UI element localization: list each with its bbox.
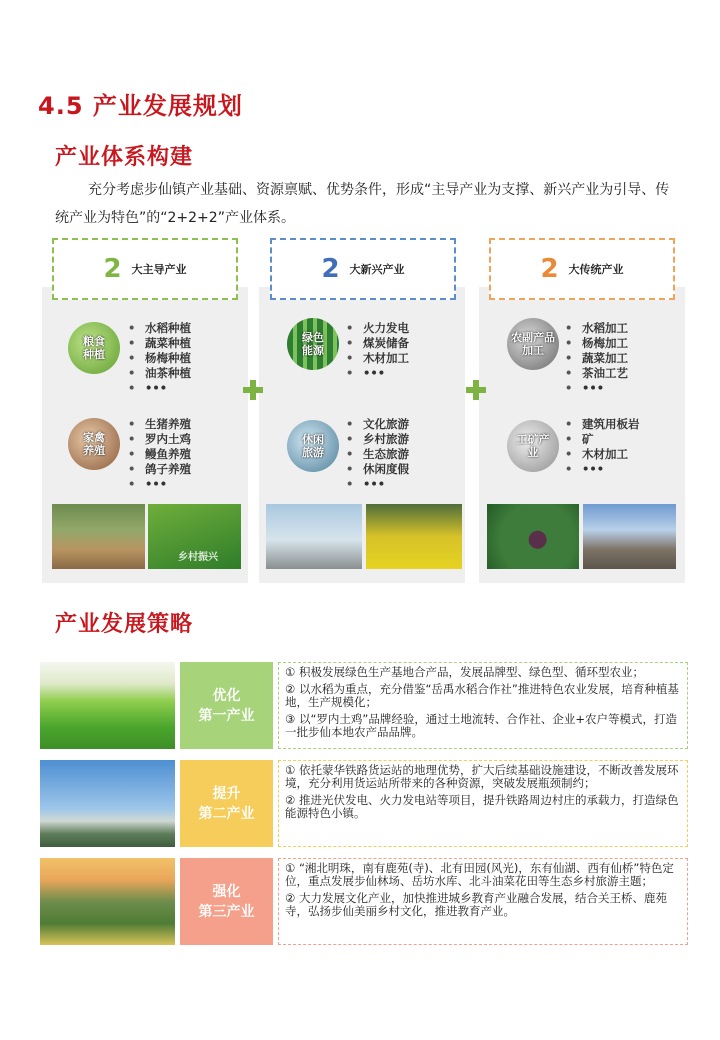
emerging-industry-header xyxy=(270,238,456,300)
scenic-thumbnail xyxy=(40,858,175,945)
traditional-list-2 xyxy=(565,417,640,477)
primary-industry-label xyxy=(180,662,273,749)
bamboo-icon xyxy=(287,318,339,370)
traditional-label: 大传统产业 xyxy=(568,263,624,276)
strategy-verb: 提升 xyxy=(212,785,241,802)
quarry-photo xyxy=(583,504,676,569)
grain-field-icon xyxy=(68,322,120,374)
mining-icon xyxy=(507,420,559,472)
plus-icon xyxy=(243,380,263,400)
rapeseed-field-photo xyxy=(366,504,462,569)
page-title: 4.5 产业发展规划 xyxy=(38,92,243,120)
factory-icon xyxy=(507,318,559,370)
traditional-list-1 xyxy=(565,321,628,396)
list-item: • 煤炭储备 xyxy=(346,336,409,351)
leading-list-2 xyxy=(128,417,191,492)
section-heading-system: 产业体系构建 xyxy=(55,145,194,170)
strategy-verb: 优化 xyxy=(212,687,241,704)
list-item: • 鳗鱼养殖 xyxy=(128,447,191,462)
strategy-point: ① “湘北明珠，南有鹿苑(寺)、北有田园(风光)，东有仙湖、西有仙桥”特色定位，重点发展步仙林场、岳坊水库、北斗油菜花田等生态乡村旅游主题； xyxy=(285,861,674,888)
list-item: • 文化旅游 xyxy=(346,417,409,432)
list-item: • 休闲度假 xyxy=(346,462,409,477)
list-item: • 油茶种植 xyxy=(128,366,191,381)
list-item: • 蔬菜种植 xyxy=(128,336,191,351)
list-item: • 生猪养殖 xyxy=(128,417,191,432)
traditional-industry-header xyxy=(489,238,675,300)
circle-label: 休闲 旅游 xyxy=(302,433,324,459)
strategy-point: ② 以水稻为重点，充分借鉴“岳禹水稻合作社”推进特色农业发展，培育种植基地，生产规模化； xyxy=(285,682,679,709)
farmland-thumbnail xyxy=(40,662,175,749)
list-item: • 鸽子养殖 xyxy=(128,462,191,477)
list-item: • 矿 xyxy=(565,432,640,447)
section-heading-strategy: 产业发展策略 xyxy=(55,612,194,637)
strategy-point: ② 推进光伏发电、火力发电站等项目，提升铁路周边村庄的承载力，打造绿色能源特色小镇。 xyxy=(285,793,679,820)
leading-count: 2 xyxy=(103,254,122,284)
power-plant-thumbnail xyxy=(40,760,175,847)
list-item: • 木材加工 xyxy=(346,351,409,366)
list-item: • 茶油工艺 xyxy=(565,366,628,381)
list-item: • ••• xyxy=(128,477,191,492)
chicken-photo xyxy=(52,504,145,569)
circle-label: 工矿产 业 xyxy=(516,433,550,459)
strategy-sector: 第一产业 xyxy=(198,707,255,724)
tertiary-industry-label xyxy=(180,858,273,945)
traditional-count: 2 xyxy=(540,254,559,284)
emerging-count: 2 xyxy=(321,254,340,284)
strategy-point: ② 大力发展文化产业，加快推进城乡教育产业融合发展，结合关王桥、鹿苑寺，弘扬步仙美丽乡村文化，推进教育产业。 xyxy=(285,891,667,918)
secondary-industry-label xyxy=(180,760,273,847)
list-item: • 杨梅种植 xyxy=(128,351,191,366)
emerging-label: 大新兴产业 xyxy=(349,263,405,276)
circle-label: 农副产品 加工 xyxy=(511,331,555,357)
circle-label: 绿色 能源 xyxy=(302,331,324,357)
list-item: • 乡村旅游 xyxy=(346,432,409,447)
list-item: • 水稻加工 xyxy=(565,321,628,336)
strategy-sector: 第二产业 xyxy=(198,805,255,822)
secondary-industry-details xyxy=(278,760,688,847)
list-item: • ••• xyxy=(565,462,640,477)
plus-icon xyxy=(466,380,486,400)
list-item: • 杨梅加工 xyxy=(565,336,628,351)
strategy-point: ③ 以“罗内土鸡”品牌经验，通过土地流转、合作社、企业+农户等模式，打造一批步仙本地农产品品牌。 xyxy=(285,712,678,739)
list-item: • 建筑用板岩 xyxy=(565,417,640,432)
strategy-point: ① 积极发展绿色生产基地合产品，发展品牌型、绿色型、循环型农业； xyxy=(285,665,644,679)
emerging-list-2 xyxy=(346,417,409,492)
list-item: • ••• xyxy=(346,477,409,492)
list-item: • 蔬菜加工 xyxy=(565,351,628,366)
bayberry-photo xyxy=(487,504,579,569)
power-plant-photo xyxy=(266,504,362,569)
list-item: • 水稻种植 xyxy=(128,321,191,336)
leading-label: 大主导产业 xyxy=(131,263,187,276)
rice-field-photo xyxy=(148,504,241,569)
leading-list-1 xyxy=(128,321,191,396)
strategy-point: ① 依托蒙华铁路货运站的地理优势，扩大后续基础设施建设，不断改善发展环境，充分利用货运站所带来的各种资源，突破发展瓶颈制约； xyxy=(285,763,679,790)
strategy-verb: 强化 xyxy=(212,883,241,900)
primary-industry-details xyxy=(278,662,688,749)
list-item: • 罗内土鸡 xyxy=(128,432,191,447)
list-item: • 生态旅游 xyxy=(346,447,409,462)
intro-paragraph: 充分考虑步仙镇产业基础、资源禀赋、优势条件，形成“主导产业为支撑、新兴产业为引导、传统产业为特色”的“2+2+2”产业体系。 xyxy=(55,182,670,226)
list-item: • 火力发电 xyxy=(346,321,409,336)
list-item: • ••• xyxy=(128,381,191,396)
field-text: 乡村振兴 xyxy=(178,552,218,563)
list-item: • ••• xyxy=(346,366,409,381)
landscape-icon xyxy=(287,420,339,472)
leading-industry-header xyxy=(52,238,238,300)
circle-label: 粮食 种植 xyxy=(83,335,105,361)
poultry-icon xyxy=(68,418,120,470)
emerging-list-1 xyxy=(346,321,409,381)
circle-label: 家禽 养殖 xyxy=(83,431,105,457)
strategy-sector: 第三产业 xyxy=(198,903,255,920)
tertiary-industry-details xyxy=(278,858,688,945)
list-item: • ••• xyxy=(565,381,628,396)
list-item: • 木材加工 xyxy=(565,447,640,462)
